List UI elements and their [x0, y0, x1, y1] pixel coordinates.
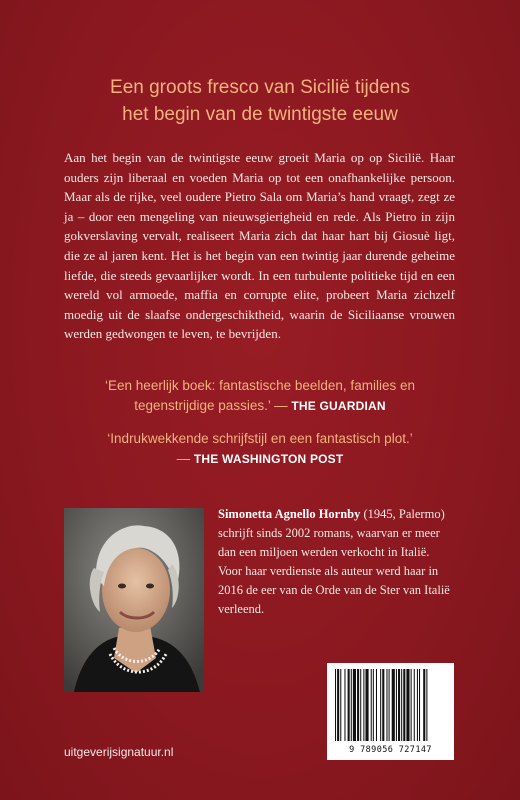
publisher-website[interactable]: uitgeverijsignatuur.nl	[64, 745, 174, 759]
barcode	[327, 663, 454, 760]
quote-text: —	[176, 451, 191, 466]
headline	[40, 74, 480, 128]
headline-line-2: het begin van de twintigste eeuw	[122, 104, 398, 125]
review-quote	[40, 376, 480, 416]
review-quotes	[40, 376, 480, 482]
author-name: Simonetta Agnello Hornby	[218, 507, 361, 521]
quote-line: ‘Indrukwekkende schrijfstijl en een fantastisch plot.’	[107, 431, 413, 446]
author-bio-text: (1945, Palermo) schrijft sinds 2002 romans, waarvan er meer dan een miljoen werden verkocht in Italië. Voor haar verdienste als auteur werd haar in 2016 de eer van de Orde van de Ster van Italië verleend.	[218, 507, 450, 616]
synopsis-text: Aan het begin van de twintigste eeuw groeit Maria op op Sicilië. Haar ouders zijn liberaal en voeden Maria op tot een onafhankelijke persoon. Maar als de rijke, veel oudere Pietro Sala om Maria’s hand vraagt, zegt ze ja – door een mengeling van nieuwsgierigheid en rede. Als Pietro in zijn gokverslaving vervalt, realiseert Maria zich dat haar hart bij Giosuè ligt, die ze al jaren kent. Het is het begin van een twintig jaar durende geheime liefde, die steeds gevaarlijker wordt. In een turbulente politieke tijd en een wereld vol armoede, maffia en corrupte elite, probeert Maria zichzelf moedig uit de slaafse ondergeschiktheid, waarin de Siciliaanse vrouwen werden gedwongen te leven, te bevrijden.	[64, 150, 455, 342]
isbn-number: 9 789056 727147	[349, 745, 432, 755]
quote-source: THE WASHINGTON POST	[193, 452, 344, 466]
quote-line	[40, 449, 480, 469]
author-photo	[64, 508, 204, 692]
quote-text: tegenstrijdige passies.’ —	[134, 398, 288, 413]
headline-line-1: Een groots fresco van Sicilië tijdens	[110, 77, 410, 98]
quote-source: THE GUARDIAN	[291, 399, 386, 413]
author-bio	[218, 505, 456, 619]
quote-line	[40, 396, 480, 416]
review-quote	[40, 429, 480, 469]
quote-line: ‘Een heerlijk boek: fantastische beelden, families en	[105, 378, 415, 393]
